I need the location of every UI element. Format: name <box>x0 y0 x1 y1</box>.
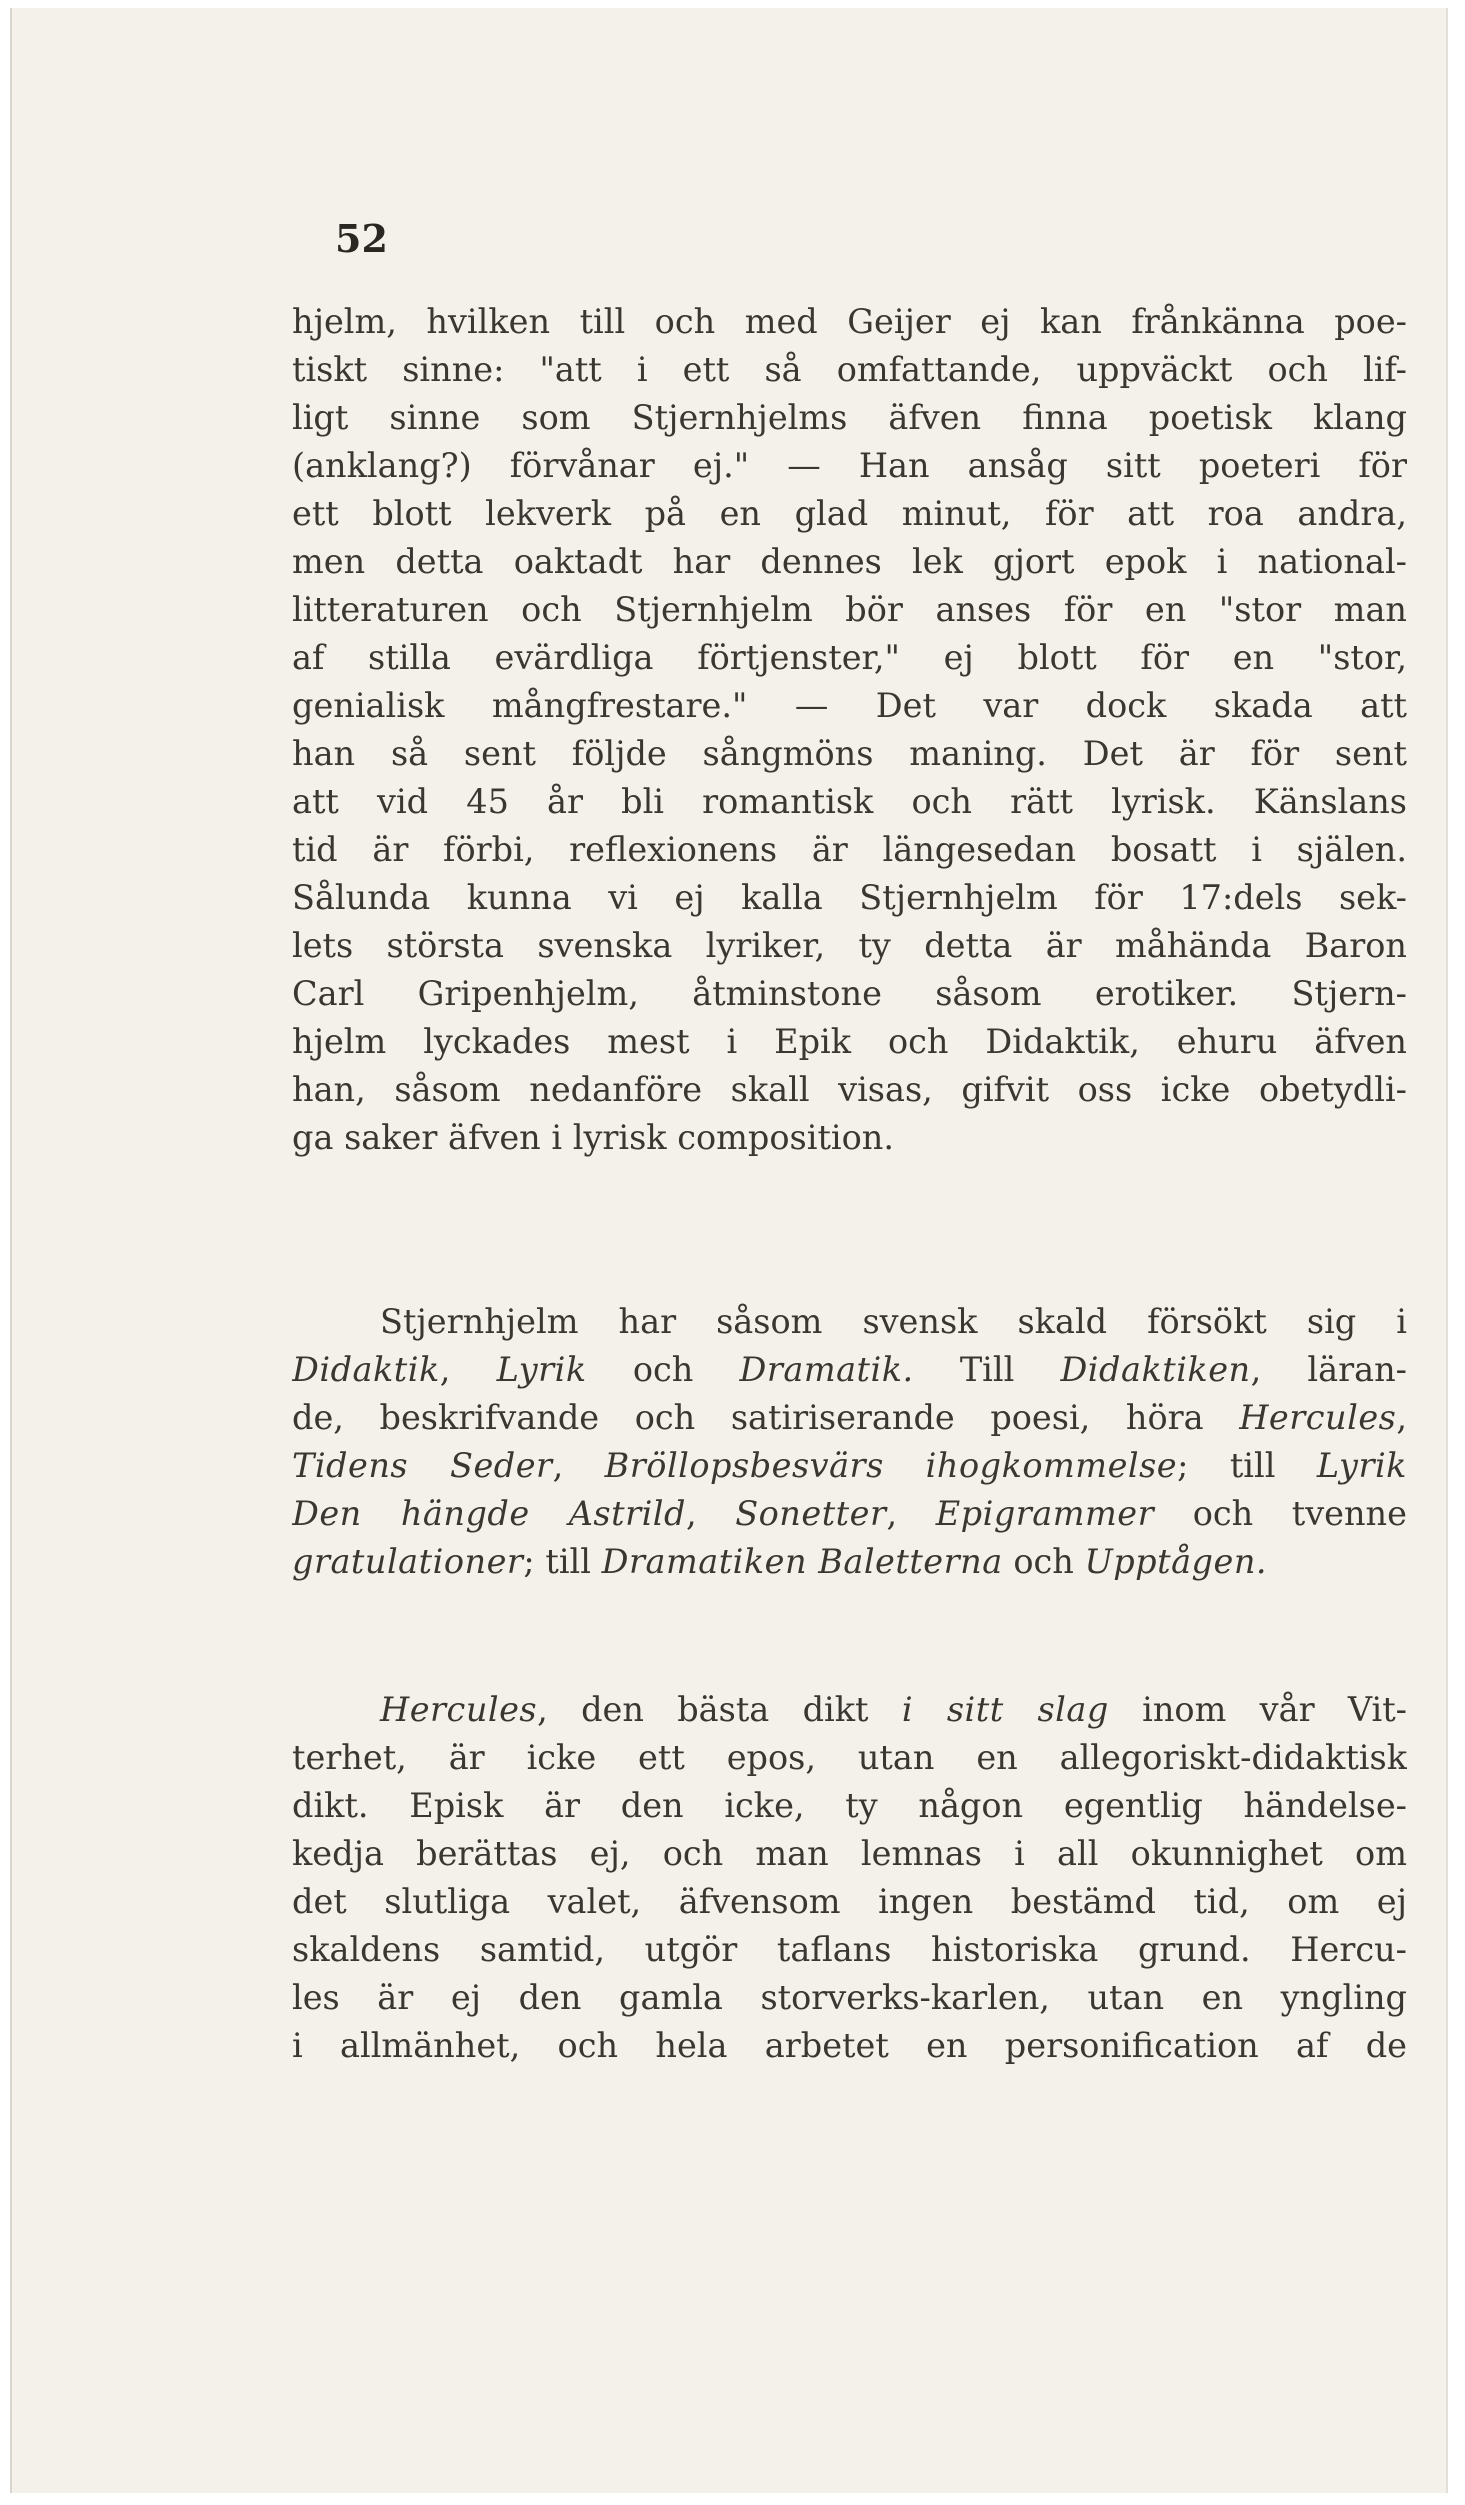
text-run: och tvenne <box>1154 1494 1407 1533</box>
emphasis-i-sitt-slag: i sitt slag <box>901 1690 1109 1729</box>
book-page <box>10 8 1448 2493</box>
text-line: att vid 45 år bli romantisk och rätt lyrisk. Känslans <box>292 782 1407 821</box>
text-run: , läran- <box>1250 1350 1407 1389</box>
text-line <box>292 1490 1407 1538</box>
title-brollopsbesvars: Bröllopsbesvärs ihogkommelse <box>604 1446 1178 1485</box>
title-upptagen: Upptågen. <box>1084 1542 1268 1581</box>
title-hercules: Hercules <box>1239 1398 1397 1437</box>
text-line <box>292 1538 1407 1586</box>
text-line: genialisk mångfrestare." — Det var dock skada att <box>292 686 1407 725</box>
text-run: de, beskrifvande och satiriserande poesi, höra <box>292 1398 1240 1437</box>
text-line: af stilla evärdliga förtjenster," ej blott för en "stor, <box>292 638 1407 677</box>
title-hercules: Hercules <box>380 1690 538 1729</box>
text-line: i allmänhet, och hela arbetet en personification af de <box>292 2026 1407 2065</box>
text-run: Till <box>913 1350 1061 1389</box>
paragraph-2 <box>292 1298 1407 1586</box>
text-run: ; till <box>1177 1446 1317 1485</box>
text-run: , <box>685 1494 736 1533</box>
text-line: hjelm, hvilken till och med Geijer ej kan frånkänna poe- <box>292 302 1407 341</box>
text-run: , <box>1396 1398 1407 1437</box>
text-run: inom vår Vit- <box>1108 1690 1407 1729</box>
text-line <box>292 1442 1407 1490</box>
text-line: han så sent följde sångmöns maning. Det är för sent <box>292 734 1407 773</box>
text-run: ; till <box>523 1542 602 1581</box>
text-line: kedja berättas ej, och man lemnas i all okunnighet om <box>292 1834 1407 1873</box>
text-line <box>292 1394 1407 1442</box>
title-didaktik: Didaktik <box>292 1350 440 1389</box>
text-line: hjelm lyckades mest i Epik och Didaktik, ehuru äfven <box>292 1022 1407 1061</box>
title-epigrammer: Epigrammer <box>935 1494 1155 1533</box>
text-run: och <box>586 1350 740 1389</box>
text-line: dikt. Episk är den icke, ty någon egentlig händelse- <box>292 1786 1407 1825</box>
title-dramatiken-baletterna: Dramatiken Baletterna <box>601 1542 1003 1581</box>
title-den-hangde-astrild: Den hängde Astrild <box>292 1494 686 1533</box>
title-didaktiken: Didaktiken <box>1060 1350 1251 1389</box>
text-run: Stjernhjelm har såsom svensk skald försökt sig i <box>380 1302 1407 1341</box>
paragraph-1 <box>292 298 1407 1162</box>
text-line: skaldens samtid, utgör taflans historiska grund. Hercu- <box>292 1930 1407 1969</box>
page-number: 52 <box>335 216 388 261</box>
text-line: Carl Gripenhjelm, åtminstone såsom erotiker. Stjern- <box>292 974 1407 1013</box>
paragraph-3 <box>292 1686 1407 2070</box>
text-line: men detta oaktadt har dennes lek gjort epok i national- <box>292 542 1407 581</box>
text-line: (anklang?) förvånar ej." — Han ansåg sitt poeteri för <box>292 446 1407 485</box>
text-line: han, såsom nedanföre skall visas, gifvit oss icke obetydli- <box>292 1070 1407 1109</box>
text-run: och <box>1002 1542 1085 1581</box>
title-tidens-seder: Tidens Seder <box>292 1446 553 1485</box>
text-run: , <box>886 1494 936 1533</box>
text-line: det slutliga valet, äfvensom ingen bestämd tid, om ej <box>292 1882 1407 1921</box>
title-gratulationer: gratulationer <box>292 1542 524 1581</box>
text-run: , den bästa dikt <box>537 1690 902 1729</box>
text-line: tid är förbi, reflexionens är längesedan bosatt i själen. <box>292 830 1407 869</box>
text-run: , <box>439 1350 497 1389</box>
title-sonetter: Sonetter <box>735 1494 887 1533</box>
text-line: ligt sinne som Stjernhjelms äfven finna poetisk klang <box>292 398 1407 437</box>
text-line: Sålunda kunna vi ej kalla Stjernhjelm för 17:dels sek- <box>292 878 1407 917</box>
text-line: tiskt sinne: "att i ett så omfattande, uppväckt och lif- <box>292 350 1407 389</box>
title-dramatik: Dramatik. <box>739 1350 914 1389</box>
text-line: terhet, är icke ett epos, utan en allegoriskt-didaktisk <box>292 1738 1407 1777</box>
title-lyrik: Lyrik <box>496 1350 587 1389</box>
text-line: litteraturen och Stjernhjelm bör anses för en "stor man <box>292 590 1407 629</box>
text-line: ett blott lekverk på en glad minut, för att roa andra, <box>292 494 1407 533</box>
text-line: les är ej den gamla storverks-karlen, utan en yngling <box>292 1978 1407 2017</box>
text-line <box>292 1298 1407 1346</box>
text-line: ga saker äfven i lyrisk composition. <box>292 1118 895 1157</box>
text-run: , <box>552 1446 605 1485</box>
text-line <box>292 1686 1407 1734</box>
text-line: lets största svenska lyriker, ty detta är måhända Baron <box>292 926 1407 965</box>
title-lyrik: Lyrik <box>1316 1446 1407 1485</box>
text-line <box>292 1346 1407 1394</box>
